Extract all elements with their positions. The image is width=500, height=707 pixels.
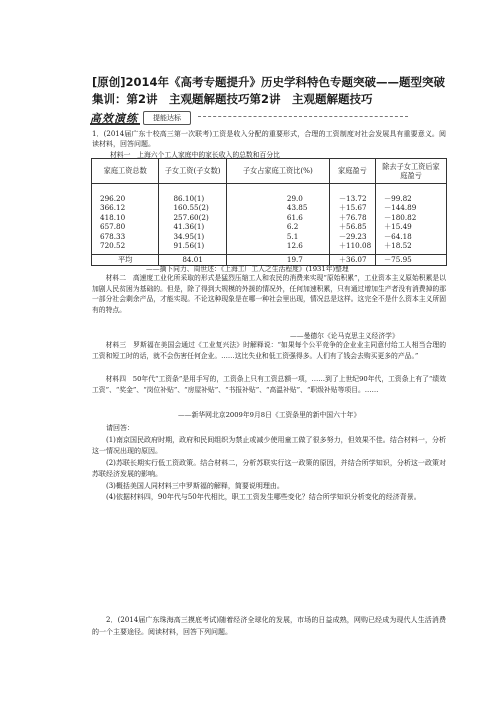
prompt-lead: 请回答： bbox=[106, 424, 134, 432]
table-header: 子女占家庭工资比(%) bbox=[226, 159, 329, 184]
document-title: [原创]2014年《高考专题提升》历史学科特色专题突破——题型突破集训：第2讲 主观题解题技巧第2讲 主观题解题技巧 bbox=[92, 75, 446, 106]
question-1-prompts bbox=[92, 423, 446, 504]
table-header: 家庭盈亏 bbox=[329, 159, 375, 184]
table-header: 子女工资(子女数) bbox=[159, 159, 226, 184]
source-citation-1: ——摘下同力、周世述：《上海工厂工人之生活程度》(1931年)整理 bbox=[146, 265, 349, 273]
material-4: 材料四 50年代“工资条”是用手写的，工资条上只有工资总额一项，……到了上世纪90年代，工资条上有了“绩效工资”、“奖金”、“岗位补贴”、“房屋补贴”、“书报补贴”、“高温补贴”、“职级补贴等项目。…… bbox=[92, 375, 446, 394]
material-2: 材料二 高速度工业化所采取的形式是猛烈压缩工人和农民的消费来实现“原始积累”，工业资本主义原始积累是以加剧人民贫困为基础的。但是，除了得到大规模的外援的情况外，任何加速积累，只有通过增加生产者没有消费掉的那一部分社会剩余产品，才能实现。不论这种现象是在哪一种社会里出现，情况总是这样。这完全不是什么资本主义所固有的特点。 bbox=[92, 274, 446, 314]
table-cell-children-wages: 86.10(1) 160.55(2) 257.60(2) 41.36(1) 34.95(1) 91.56(1) bbox=[159, 184, 226, 255]
table-cell: －75.95 bbox=[375, 255, 446, 265]
badge-subtitle: 提能达标 bbox=[143, 111, 191, 125]
table-cell: ＋36.07 bbox=[329, 255, 375, 265]
table-row bbox=[92, 184, 447, 255]
question-2-intro: 2．(2014届广东珠海高三摸底考试)随着经济全球化的发展，市场的日益成熟，网购已经成为现代人生活消费的一个主要途径。阅读材料，回答下列问题。 bbox=[92, 616, 446, 636]
material-1-caption: 材料一 上海六个工人家庭中的家长收入的总数和百分比 bbox=[110, 151, 280, 159]
table-cell: 平均 bbox=[92, 255, 159, 265]
section-badge: 高效演练 bbox=[90, 112, 138, 125]
source-citation-3: ——新华网北京2009年9月8日《工资条里的新中国六十年》 bbox=[178, 411, 361, 419]
table-header-row bbox=[92, 159, 447, 184]
wage-table bbox=[91, 158, 447, 266]
prompt-4: (4)依据材料四，90年代与50年代相比，职工工资发生哪些变化？结合所学知识分析变化的经济背景。 bbox=[106, 493, 421, 501]
source-citation-2: ——曼德尔《论马克思主义经济学》 bbox=[290, 332, 399, 340]
table-cell-total-wages: 296.20 366.12 418.10 657.80 678.33 720.52 bbox=[92, 184, 159, 255]
question-1-intro: 1．(2014届广东十校高三第一次联考)工资是收入分配的重要形式，合理的工资制度对社会发展具有重要意义。阅读材料，回答问题。 bbox=[92, 130, 446, 149]
table-cell: 84.01 bbox=[159, 255, 226, 265]
table-cell-ratio: 29.0 43.85 61.6 6.2 5.1 12.6 bbox=[226, 184, 329, 255]
prompt-1: (1)南京国民政府时期，政府和民间组织为禁止或减少使用童工做了很多努力，但效果不佳。结合材料一，分析这一情况出现的原因。 bbox=[92, 435, 446, 455]
material-3: 材料三 罗斯福在美国会通过《工业复兴法》时解释说：“如果每个公平竞争的企业业主同意付给工人相当合理的工资和短工时的话，就不会伤害任何企业。……这比失业和低工资强得多。人们有了钱会去购买更多的产品。” bbox=[92, 341, 446, 360]
table-cell-balance-excl-children: －99.82 －144.89 －180.82 ＋15.49 －64.18 ＋18.52 bbox=[375, 184, 446, 255]
table-header: 除去子女工资后家庭盈亏 bbox=[375, 159, 446, 184]
prompt-3: (3)概括美国人同材料三中罗斯福的解释，简要说明理由。 bbox=[106, 481, 284, 490]
prompt-2: (2)苏联长期实行低工资政策。结合材料二，分析苏联实行这一政策的原因，并结合所学知识，分析这一政策对苏联经济发展的影响。 bbox=[92, 458, 446, 478]
table-cell: 19.7 bbox=[226, 255, 329, 265]
table-header: 家庭工资总数 bbox=[92, 159, 159, 184]
divider-line bbox=[198, 116, 408, 117]
table-cell-balance: －13.72 ＋15.67 ＋76.78 ＋56.85 －29.23 ＋110.08 bbox=[329, 184, 375, 255]
